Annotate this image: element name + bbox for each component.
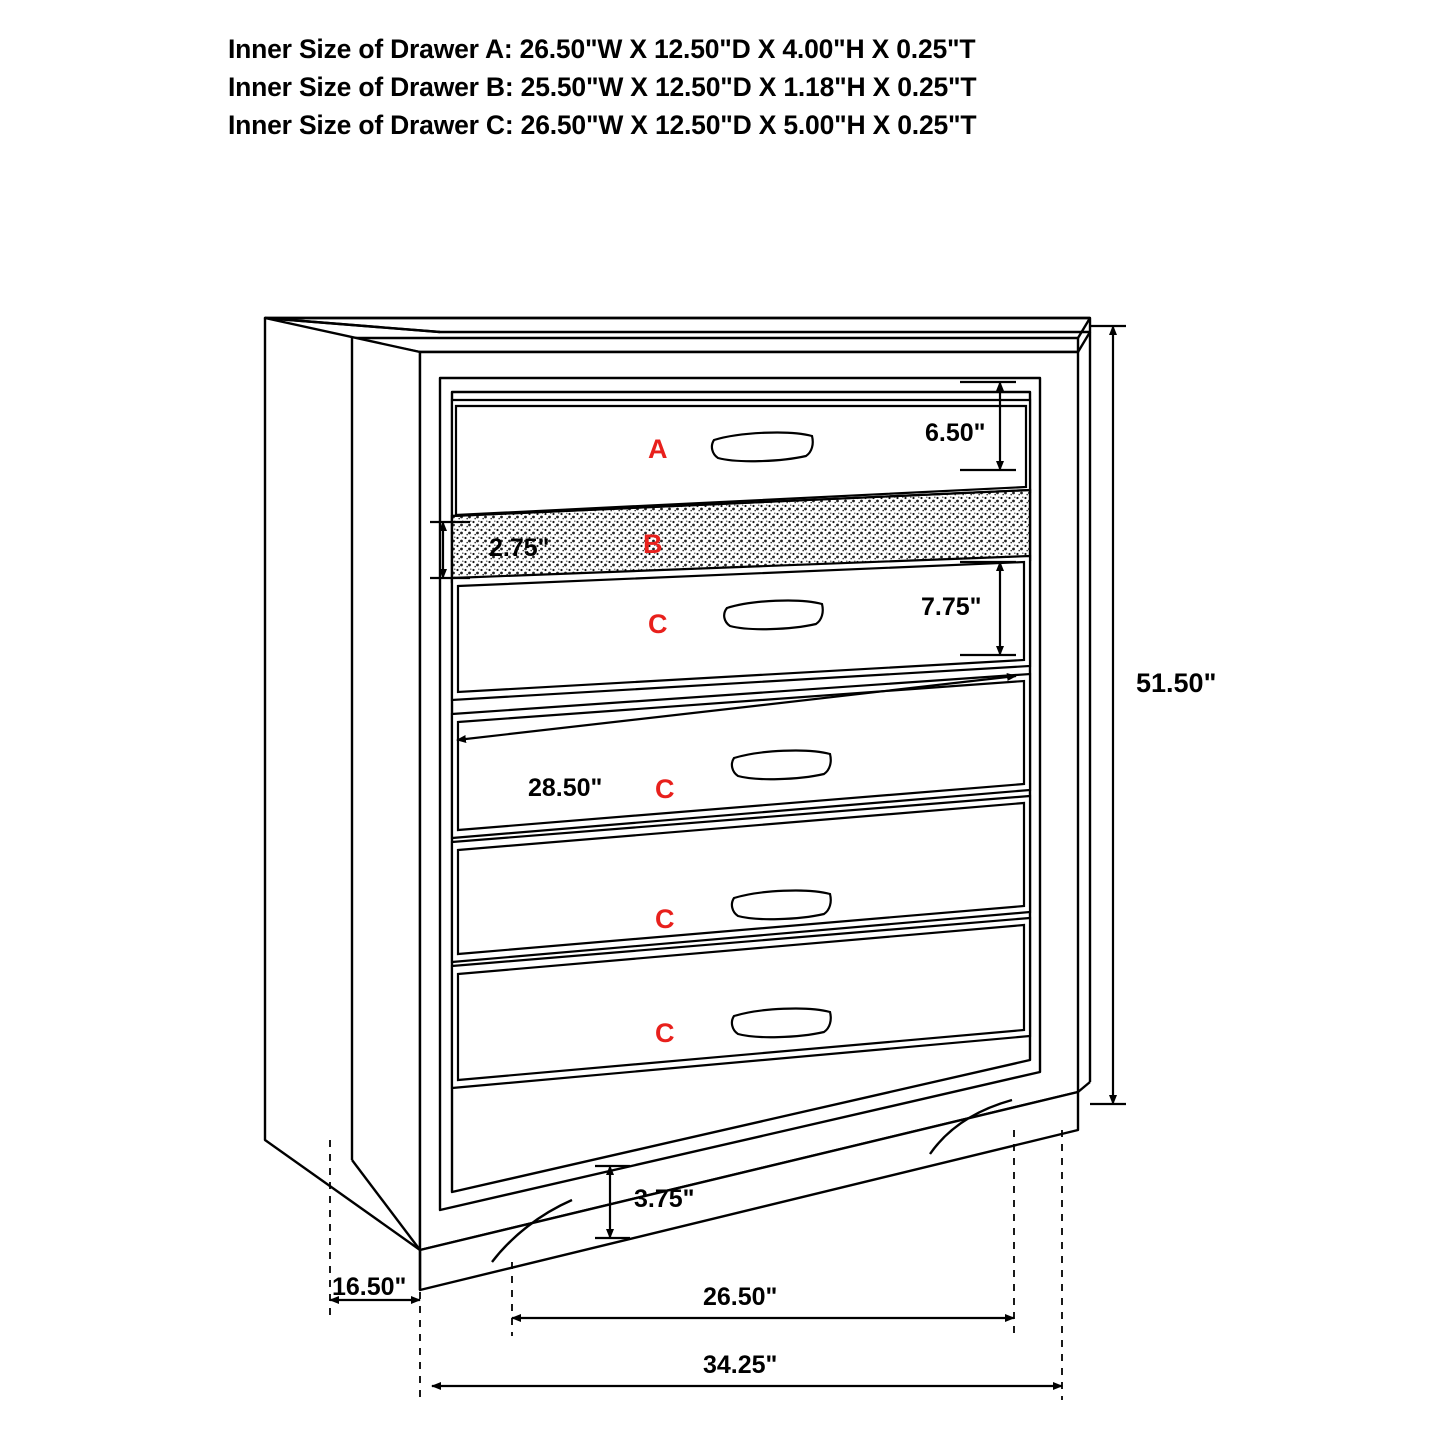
drawer-label-a: A — [648, 434, 668, 464]
drawer-label-c4: C — [655, 1018, 675, 1048]
dim-leg-height: 3.75" — [634, 1185, 695, 1213]
drawer-label-b: B — [643, 529, 663, 559]
drawer-label-c2: C — [655, 774, 675, 804]
dim-drawer-c-height: 7.75" — [921, 593, 982, 621]
dim-drawer-a-height: 6.50" — [925, 419, 986, 447]
dim-overall-height: 51.50" — [1136, 668, 1217, 698]
dim-drawer-b-height: 2.75" — [489, 534, 550, 562]
dim-depth: 16.50" — [332, 1273, 407, 1301]
spec-line-drawer-a: Inner Size of Drawer A: 26.50"W X 12.50"D X 4.00"H X 0.25"T — [228, 34, 976, 64]
spec-line-drawer-c: Inner Size of Drawer C: 26.50"W X 12.50"D X 5.00"H X 0.25"T — [228, 110, 977, 140]
spec-line-drawer-b: Inner Size of Drawer B: 25.50"W X 12.50"D X 1.18"H X 0.25"T — [228, 72, 977, 102]
dim-interior-width: 28.50" — [528, 774, 603, 802]
dim-front-width: 26.50" — [703, 1283, 778, 1311]
dim-overall-width: 34.25" — [703, 1351, 778, 1379]
drawer-label-c3: C — [655, 904, 675, 934]
drawer-label-c1: C — [648, 609, 668, 639]
